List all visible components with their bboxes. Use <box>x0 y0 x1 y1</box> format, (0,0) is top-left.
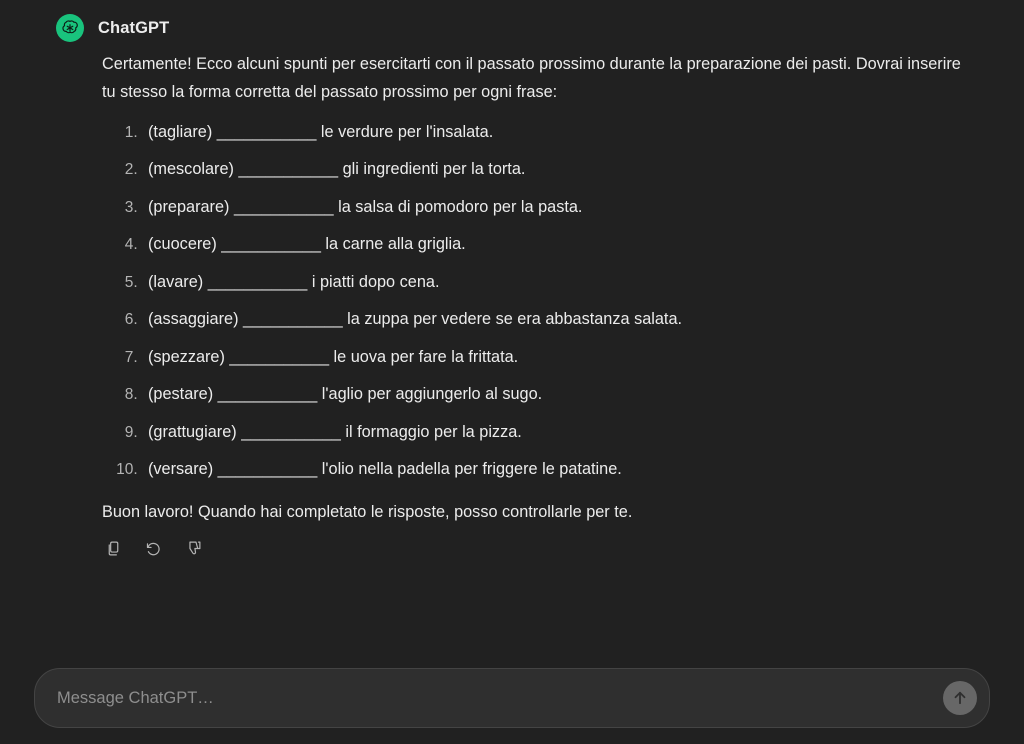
openai-logo-icon <box>56 14 84 42</box>
composer-container <box>34 668 990 728</box>
composer[interactable] <box>34 668 990 728</box>
message-actions <box>102 535 970 559</box>
list-item: 7. (spezzare) ___________ le uova per fare la frittata. <box>142 345 970 369</box>
copy-icon[interactable] <box>102 537 124 559</box>
list-item: 5. (lavare) ___________ i piatti dopo cena. <box>142 270 970 294</box>
list-item: 8. (pestare) ___________ l'aglio per aggiungerlo al sugo. <box>142 382 970 406</box>
list-item: 3. (preparare) ___________ la salsa di pomodoro per la pasta. <box>142 195 970 219</box>
message-input[interactable] <box>35 689 989 708</box>
list-item: 6. (assaggiare) ___________ la zuppa per vedere se era abbastanza salata. <box>142 307 970 331</box>
message-header <box>56 14 980 42</box>
regenerate-icon[interactable] <box>142 537 164 559</box>
intro-paragraph: Certamente! Ecco alcuni spunti per esercitarti con il passato prossimo durante la preparazione dei pasti. Dovrai inserire tu stesso la forma corretta del passato prossimo per ogni frase: <box>102 55 961 102</box>
list-item: 10. (versare) ___________ l'olio nella padella per friggere le patatine. <box>142 457 970 481</box>
assistant-message <box>56 14 980 559</box>
list-item: 9. (grattugiare) ___________ il formaggio per la pizza. <box>142 420 970 444</box>
message-author: ChatGPT <box>98 18 170 37</box>
list-item: 2. (mescolare) ___________ gli ingredienti per la torta. <box>142 157 970 181</box>
send-button[interactable] <box>943 681 977 715</box>
thumbs-down-icon[interactable] <box>182 537 204 559</box>
list-item: 4. (cuocere) ___________ la carne alla griglia. <box>142 232 970 256</box>
list-item: 1. (tagliare) ___________ le verdure per l'insalata. <box>142 120 970 144</box>
closing-paragraph: Buon lavoro! Quando hai completato le risposte, posso controllarle per te. <box>102 503 633 522</box>
exercise-list <box>102 120 970 481</box>
footer-disclaimer <box>0 728 1024 742</box>
message-body <box>56 50 980 559</box>
